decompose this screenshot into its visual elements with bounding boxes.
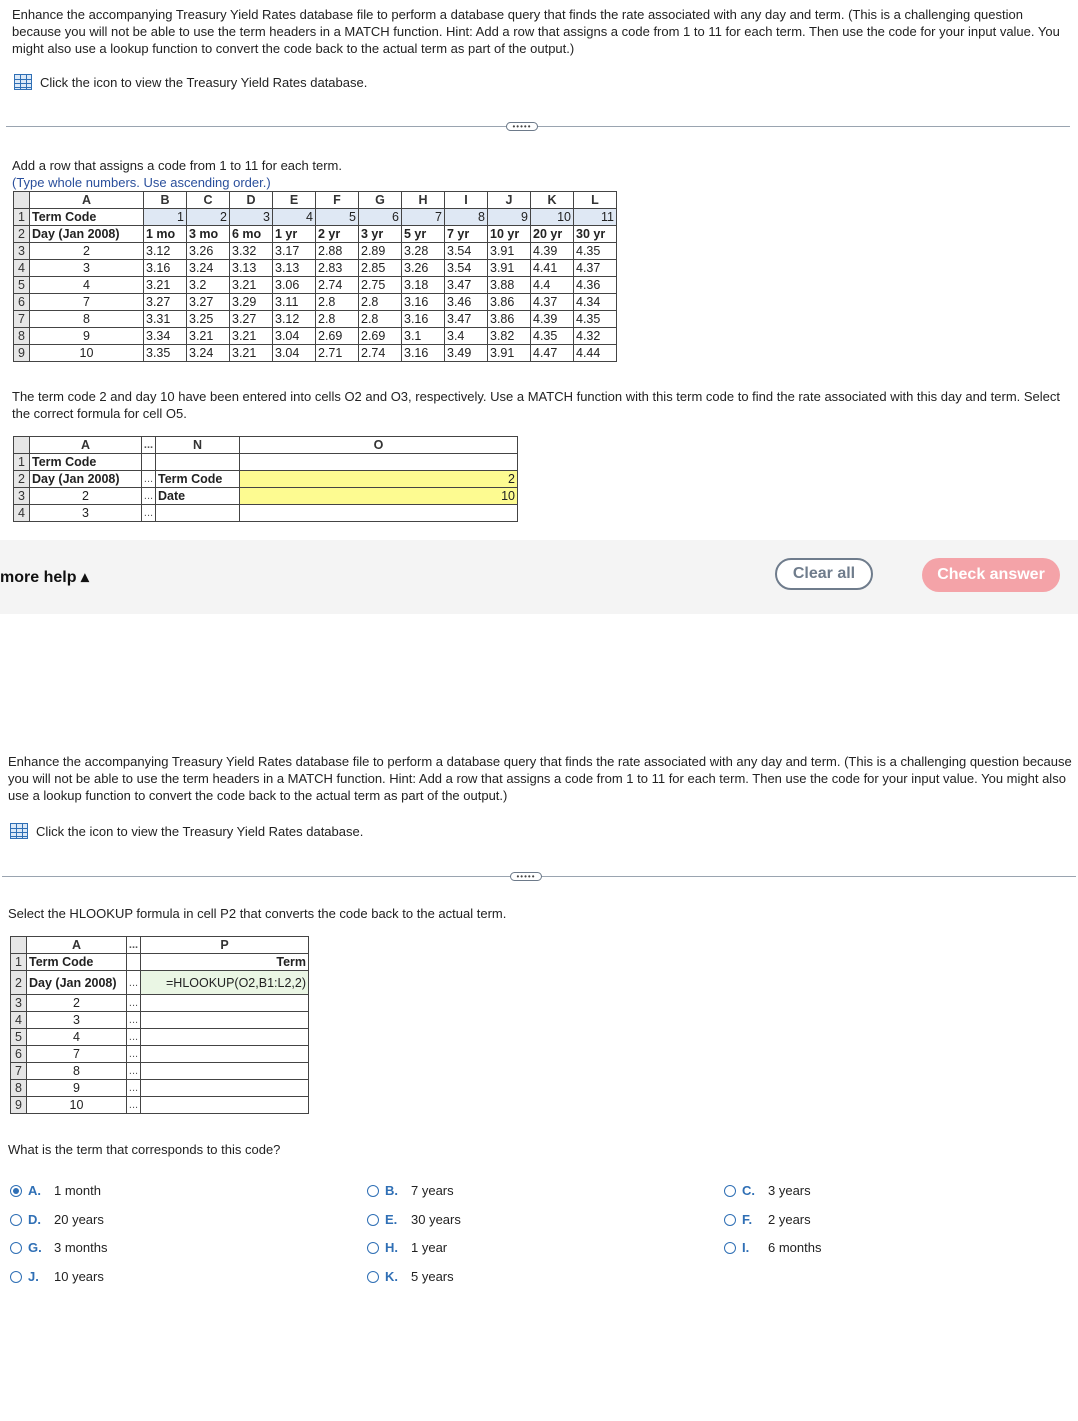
term-header: 10 yr xyxy=(488,226,531,243)
option-text: 30 years xyxy=(411,1212,461,1227)
day-cell: 7 xyxy=(27,1046,127,1063)
ellipsis-cell: ... xyxy=(142,471,156,488)
rate-cell: 3.16 xyxy=(402,311,445,328)
rate-cell: 3.04 xyxy=(273,345,316,362)
rate-cell: 3.29 xyxy=(230,294,273,311)
code-input[interactable]: 10 xyxy=(531,209,574,226)
option-letter: B. xyxy=(385,1183,398,1198)
intro-text: Enhance the accompanying Treasury Yield Rates database file to perform a database query that finds the rate associated with any day and term. (This is a challenging question because you will not be able to use the term headers in a MATCH function. Hint: Add a row that assigns a code from 1 to 11 for each term. Then use the code for your input value. You might also use a lookup function to convert the code back to the actual term as part of the output.) xyxy=(12,7,1060,56)
answer-option[interactable] xyxy=(724,1212,811,1227)
col-header: A xyxy=(27,937,127,954)
row-number: 6 xyxy=(11,1046,27,1063)
empty-cell xyxy=(141,1097,309,1114)
code-input[interactable]: 4 xyxy=(273,209,316,226)
q1-instruction: Add a row that assigns a code from 1 to 11 for each term. xyxy=(12,158,342,173)
rate-cell: 4.44 xyxy=(574,345,617,362)
term-header: 20 yr xyxy=(531,226,574,243)
radio-button[interactable] xyxy=(10,1185,22,1197)
mini-cell xyxy=(156,505,240,522)
corner-cell xyxy=(14,192,30,209)
rate-cell: 2.8 xyxy=(359,311,402,328)
rate-cell: 3.13 xyxy=(273,260,316,277)
corner-cell xyxy=(11,937,27,954)
day-cell: 9 xyxy=(30,328,144,345)
mini-cell: Term Code xyxy=(30,454,142,471)
term-code-value: 2 xyxy=(240,471,518,488)
ellipsis-cell: ... xyxy=(127,1029,141,1046)
row-number: 7 xyxy=(11,1063,27,1080)
rate-cell: 2.71 xyxy=(316,345,359,362)
option-letter: K. xyxy=(385,1269,398,1284)
hlookup-formula-cell[interactable]: =HLOOKUP(O2,B1:L2,2) xyxy=(141,971,309,995)
rate-cell: 4.32 xyxy=(574,328,617,345)
rate-cell: 3.27 xyxy=(144,294,187,311)
answer-option[interactable] xyxy=(10,1269,104,1284)
rate-cell: 3.2 xyxy=(187,277,230,294)
row-number: 4 xyxy=(14,505,30,522)
term-header: 3 mo xyxy=(187,226,230,243)
day-cell: 10 xyxy=(30,345,144,362)
row-number: 8 xyxy=(11,1080,27,1097)
rate-cell: 4.39 xyxy=(531,311,574,328)
col-header: B xyxy=(144,192,187,209)
row-number: 2 xyxy=(14,226,30,243)
answer-option[interactable] xyxy=(724,1240,821,1255)
col-header: D xyxy=(230,192,273,209)
mini-spreadsheet-1 xyxy=(13,436,518,522)
day-cell: 2 xyxy=(27,995,127,1012)
day-cell: 3 xyxy=(27,1012,127,1029)
col-header: E xyxy=(273,192,316,209)
yield-spreadsheet xyxy=(13,191,617,362)
rate-cell: 3.31 xyxy=(144,311,187,328)
day-cell: 10 xyxy=(27,1097,127,1114)
row-number: 4 xyxy=(11,1012,27,1029)
database-link[interactable] xyxy=(14,74,367,90)
option-text: 5 years xyxy=(411,1269,454,1284)
radio-button[interactable] xyxy=(367,1242,379,1254)
rate-cell: 3.47 xyxy=(445,277,488,294)
row-number: 4 xyxy=(14,260,30,277)
col-header: I xyxy=(445,192,488,209)
rate-cell: 2.8 xyxy=(359,294,402,311)
col-header: A xyxy=(30,437,142,454)
empty-cell xyxy=(141,1029,309,1046)
code-input[interactable]: 8 xyxy=(445,209,488,226)
rate-cell: 4.41 xyxy=(531,260,574,277)
mini-cell: 2 xyxy=(30,488,142,505)
row-number: 2 xyxy=(14,471,30,488)
rate-cell: 3.13 xyxy=(230,260,273,277)
rate-cell: 2.83 xyxy=(316,260,359,277)
col-header: C xyxy=(187,192,230,209)
empty-cell xyxy=(141,1012,309,1029)
rate-cell: 2.88 xyxy=(316,243,359,260)
term-header: 1 mo xyxy=(144,226,187,243)
q2-question: What is the term that corresponds to this code? xyxy=(8,1142,281,1157)
rate-cell: 3.54 xyxy=(445,243,488,260)
term-header-cell: Term xyxy=(141,954,309,971)
rate-cell: 4.37 xyxy=(531,294,574,311)
day-label: Day (Jan 2008) xyxy=(30,226,144,243)
row-number: 5 xyxy=(14,277,30,294)
rate-cell: 3.06 xyxy=(273,277,316,294)
rate-cell: 2.74 xyxy=(359,345,402,362)
rate-cell: 3.86 xyxy=(488,294,531,311)
day-cell: 2 xyxy=(30,243,144,260)
code-input[interactable]: 2 xyxy=(187,209,230,226)
rate-cell: 3.04 xyxy=(273,328,316,345)
option-letter: C. xyxy=(742,1183,755,1198)
rate-cell: 3.24 xyxy=(187,260,230,277)
ellipsis-cell: ... xyxy=(127,1080,141,1097)
row-number: 2 xyxy=(11,971,27,995)
option-letter: D. xyxy=(28,1212,41,1227)
mini-cell: Day (Jan 2008) xyxy=(30,471,142,488)
empty-cell xyxy=(141,995,309,1012)
col-header: G xyxy=(359,192,402,209)
answer-option[interactable] xyxy=(367,1240,447,1255)
spreadsheet-icon[interactable] xyxy=(10,823,28,839)
clear-all-button[interactable]: Clear all xyxy=(775,558,873,590)
database-link-label[interactable]: Click the icon to view the Treasury Yield Rates database. xyxy=(36,823,364,839)
col-header: J xyxy=(488,192,531,209)
option-text: 20 years xyxy=(54,1212,104,1227)
radio-button[interactable] xyxy=(10,1242,22,1254)
more-help-button[interactable]: more help ▴ xyxy=(0,569,89,586)
rate-cell: 3.47 xyxy=(445,311,488,328)
rate-cell: 2.69 xyxy=(359,328,402,345)
option-text: 3 months xyxy=(54,1240,108,1255)
rate-cell: 3.12 xyxy=(144,243,187,260)
day-cell: 7 xyxy=(30,294,144,311)
q2-instruction: Select the HLOOKUP formula in cell P2 that converts the code back to the actual term. xyxy=(8,906,507,921)
radio-button[interactable] xyxy=(367,1271,379,1283)
q1-hint: (Type whole numbers. Use ascending order.) xyxy=(12,175,271,190)
col-header: H xyxy=(402,192,445,209)
row-number: 3 xyxy=(11,995,27,1012)
code-input[interactable]: 3 xyxy=(230,209,273,226)
rate-cell: 3.21 xyxy=(230,345,273,362)
ellipsis-cell xyxy=(127,954,141,971)
intro-text-2: Enhance the accompanying Treasury Yield Rates database file to perform a database query that finds the rate associated with any day and term. (This is a challenging question because you will not be able to use the term headers in a MATCH function. Hint: Add a row that assigns a code from 1 to 11 for each term. Then use the code for your input value. You might also use a lookup function to convert the code back to the actual term as part of the output.) xyxy=(8,754,1072,803)
rate-cell: 2.69 xyxy=(316,328,359,345)
code-input[interactable]: 1 xyxy=(144,209,187,226)
answer-option[interactable] xyxy=(367,1183,454,1198)
rate-cell: 3.91 xyxy=(488,243,531,260)
rate-cell: 4.36 xyxy=(574,277,617,294)
day-cell: 8 xyxy=(27,1063,127,1080)
rate-cell: 4.47 xyxy=(531,345,574,362)
match-instruction: The term code 2 and day 10 have been entered into cells O2 and O3, respectively. Use a MATCH function with this term code to find the rate associated with this day and term. Select the correct formula for cell O5. xyxy=(12,389,1061,421)
col-header: L xyxy=(574,192,617,209)
row-number: 1 xyxy=(14,454,30,471)
corner-cell xyxy=(14,437,30,454)
option-text: 2 years xyxy=(768,1212,811,1227)
rate-cell: 3.91 xyxy=(488,345,531,362)
option-letter: J. xyxy=(28,1269,39,1284)
rate-cell: 3.25 xyxy=(187,311,230,328)
day-cell: 3 xyxy=(30,260,144,277)
radio-button[interactable] xyxy=(367,1185,379,1197)
mini-cell: Term Code xyxy=(27,954,127,971)
rate-cell: 3.11 xyxy=(273,294,316,311)
rate-cell: 3.27 xyxy=(230,311,273,328)
mini-cell: Date xyxy=(156,488,240,505)
radio-button[interactable] xyxy=(10,1271,22,1283)
col-header: O xyxy=(240,437,518,454)
rate-cell: 2.89 xyxy=(359,243,402,260)
option-letter: F. xyxy=(742,1212,753,1227)
section-divider xyxy=(6,126,1070,127)
rate-cell: 3.35 xyxy=(144,345,187,362)
row-number: 6 xyxy=(14,294,30,311)
row-number: 8 xyxy=(14,328,30,345)
mini-cell xyxy=(240,454,518,471)
mini-spreadsheet-2 xyxy=(10,936,309,1114)
answer-option[interactable] xyxy=(367,1212,461,1227)
answer-option[interactable] xyxy=(10,1212,104,1227)
code-input[interactable]: 6 xyxy=(359,209,402,226)
radio-button[interactable] xyxy=(724,1214,736,1226)
col-header: A xyxy=(30,192,144,209)
check-answer-button[interactable]: Check answer xyxy=(922,558,1060,592)
col-header: K xyxy=(531,192,574,209)
option-text: 3 years xyxy=(768,1183,811,1198)
rate-cell: 3.4 xyxy=(445,328,488,345)
term-header: 1 yr xyxy=(273,226,316,243)
database-link-label[interactable]: Click the icon to view the Treasury Yield Rates database. xyxy=(40,74,368,90)
answer-option[interactable] xyxy=(10,1183,101,1198)
term-header: 3 yr xyxy=(359,226,402,243)
term-header: 6 mo xyxy=(230,226,273,243)
rate-cell: 3.34 xyxy=(144,328,187,345)
row-number: 9 xyxy=(11,1097,27,1114)
rate-cell: 3.16 xyxy=(402,294,445,311)
option-letter: H. xyxy=(385,1240,398,1255)
mini-cell: Term Code xyxy=(156,471,240,488)
option-text: 6 months xyxy=(768,1240,822,1255)
answer-option[interactable] xyxy=(367,1269,454,1284)
rate-cell: 3.91 xyxy=(488,260,531,277)
help-bar xyxy=(0,540,1078,614)
ellipsis-cell: ... xyxy=(142,505,156,522)
row-number: 1 xyxy=(14,209,30,226)
option-letter: E. xyxy=(385,1212,398,1227)
radio-button[interactable] xyxy=(724,1242,736,1254)
ellipsis-cell xyxy=(142,454,156,471)
empty-cell xyxy=(141,1080,309,1097)
ellipsis-cell: ... xyxy=(127,1063,141,1080)
rate-cell: 4.35 xyxy=(574,311,617,328)
empty-cell xyxy=(141,1046,309,1063)
code-input[interactable]: 11 xyxy=(574,209,617,226)
rate-cell: 3.12 xyxy=(273,311,316,328)
code-input[interactable]: 5 xyxy=(316,209,359,226)
rate-cell: 2.75 xyxy=(359,277,402,294)
col-ellipsis: ... xyxy=(142,437,156,454)
mini-cell: Day (Jan 2008) xyxy=(27,971,127,995)
day-cell: 4 xyxy=(27,1029,127,1046)
rate-cell: 3.46 xyxy=(445,294,488,311)
term-header: 5 yr xyxy=(402,226,445,243)
option-text: 7 years xyxy=(411,1183,454,1198)
rate-cell: 2.8 xyxy=(316,294,359,311)
rate-cell: 2.8 xyxy=(316,311,359,328)
option-letter: G. xyxy=(28,1240,42,1255)
col-header: N xyxy=(156,437,240,454)
ellipsis-cell: ... xyxy=(127,995,141,1012)
radio-button[interactable] xyxy=(724,1185,736,1197)
rate-cell: 3.1 xyxy=(402,328,445,345)
row-number: 7 xyxy=(14,311,30,328)
option-letter: I. xyxy=(742,1240,750,1255)
ellipsis-cell: ... xyxy=(127,1097,141,1114)
row-number: 3 xyxy=(14,243,30,260)
ellipsis-cell: ... xyxy=(127,1046,141,1063)
row-number: 3 xyxy=(14,488,30,505)
rate-cell: 4.4 xyxy=(531,277,574,294)
expand-button[interactable]: ••••• xyxy=(510,872,542,881)
answer-option[interactable] xyxy=(10,1240,107,1255)
empty-cell xyxy=(141,1063,309,1080)
rate-cell: 3.24 xyxy=(187,345,230,362)
row-number: 9 xyxy=(14,345,30,362)
ellipsis-cell: ... xyxy=(127,971,141,995)
date-value: 10 xyxy=(240,488,518,505)
ellipsis-cell: ... xyxy=(127,1012,141,1029)
rate-cell: 4.39 xyxy=(531,243,574,260)
expand-button[interactable]: ••••• xyxy=(506,122,538,131)
rate-cell: 3.17 xyxy=(273,243,316,260)
ellipsis-cell: ... xyxy=(142,488,156,505)
col-header: P xyxy=(141,937,309,954)
term-header: 7 yr xyxy=(445,226,488,243)
code-input[interactable]: 7 xyxy=(402,209,445,226)
radio-button[interactable] xyxy=(10,1214,22,1226)
rate-cell: 3.54 xyxy=(445,260,488,277)
mini-cell xyxy=(156,454,240,471)
rate-cell: 4.35 xyxy=(531,328,574,345)
rate-cell: 3.49 xyxy=(445,345,488,362)
mini-cell xyxy=(240,505,518,522)
database-link-2[interactable] xyxy=(10,823,363,839)
rate-cell: 4.34 xyxy=(574,294,617,311)
rate-cell: 3.88 xyxy=(488,277,531,294)
spreadsheet-icon[interactable] xyxy=(14,74,32,90)
rate-cell: 3.16 xyxy=(402,345,445,362)
rate-cell: 3.18 xyxy=(402,277,445,294)
radio-button[interactable] xyxy=(367,1214,379,1226)
rate-cell: 3.86 xyxy=(488,311,531,328)
option-letter: A. xyxy=(28,1183,41,1198)
rate-cell: 3.82 xyxy=(488,328,531,345)
answer-option[interactable] xyxy=(724,1183,811,1198)
option-text: 10 years xyxy=(54,1269,104,1284)
rate-cell: 3.21 xyxy=(187,328,230,345)
rate-cell: 3.21 xyxy=(144,277,187,294)
rate-cell: 3.16 xyxy=(144,260,187,277)
rate-cell: 3.26 xyxy=(187,243,230,260)
mini-cell: 3 xyxy=(30,505,142,522)
option-text: 1 month xyxy=(54,1183,101,1198)
rate-cell: 4.37 xyxy=(574,260,617,277)
term-header: 2 yr xyxy=(316,226,359,243)
day-cell: 4 xyxy=(30,277,144,294)
row-number: 1 xyxy=(11,954,27,971)
rate-cell: 4.35 xyxy=(574,243,617,260)
code-input[interactable]: 9 xyxy=(488,209,531,226)
rate-cell: 3.21 xyxy=(230,328,273,345)
day-cell: 8 xyxy=(30,311,144,328)
rate-cell: 3.26 xyxy=(402,260,445,277)
rate-cell: 3.28 xyxy=(402,243,445,260)
rate-cell: 2.85 xyxy=(359,260,402,277)
rate-cell: 3.32 xyxy=(230,243,273,260)
col-header: F xyxy=(316,192,359,209)
day-cell: 9 xyxy=(27,1080,127,1097)
rate-cell: 2.74 xyxy=(316,277,359,294)
term-code-label: Term Code xyxy=(30,209,144,226)
rate-cell: 3.21 xyxy=(230,277,273,294)
col-ellipsis: ... xyxy=(127,937,141,954)
rate-cell: 3.27 xyxy=(187,294,230,311)
option-text: 1 year xyxy=(411,1240,448,1255)
term-header: 30 yr xyxy=(574,226,617,243)
row-number: 5 xyxy=(11,1029,27,1046)
